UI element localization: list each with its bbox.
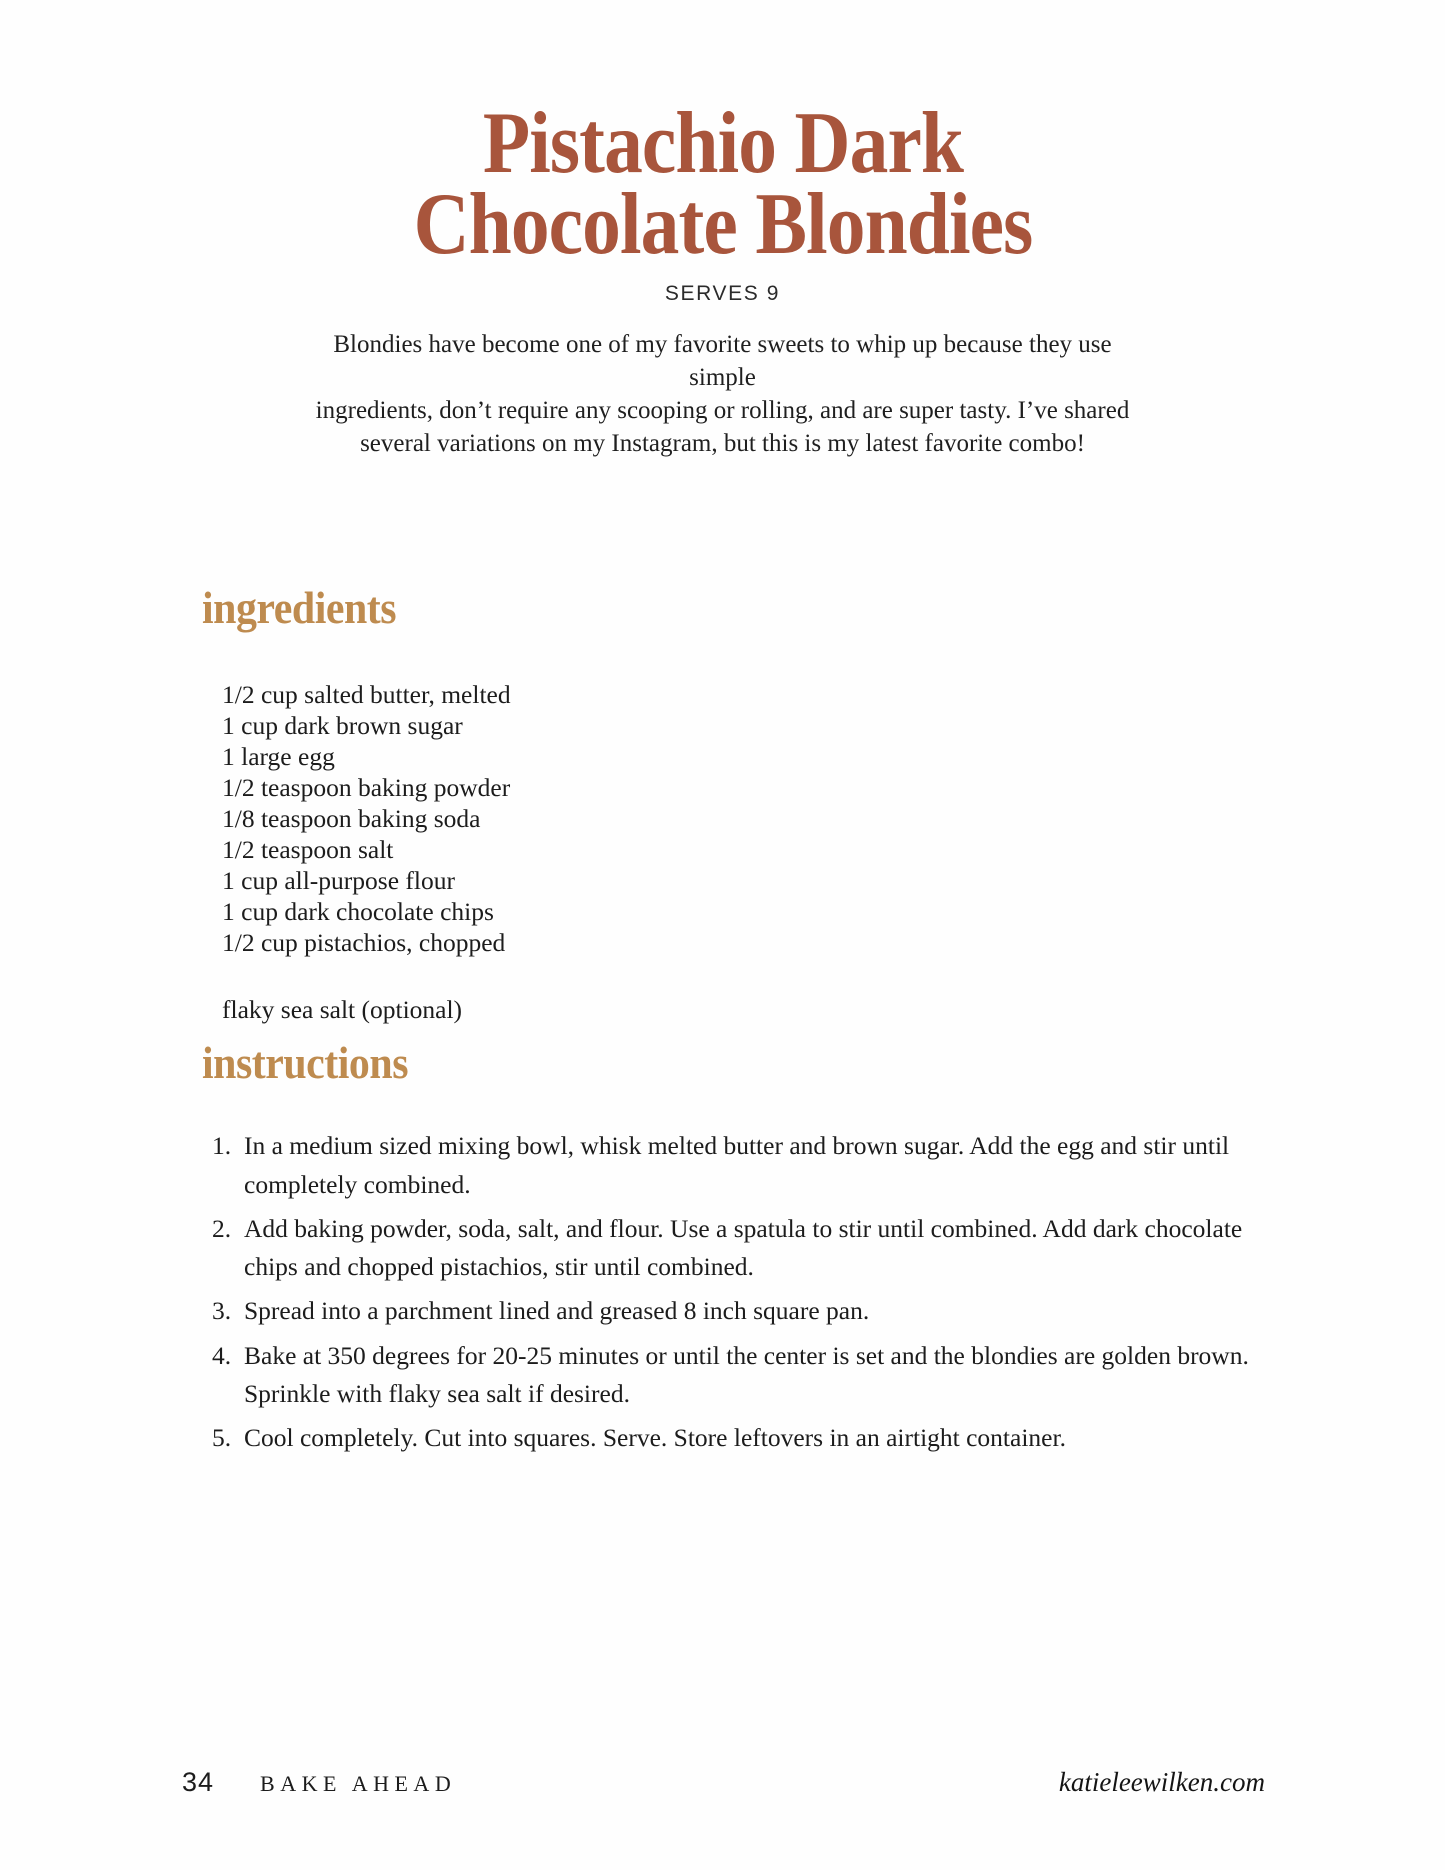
- recipe-description-line-3: several variations on my Instagram, but this is my latest favorite combo!: [360, 429, 1085, 457]
- footer-left-group: [182, 1767, 456, 1798]
- list-item: Add baking powder, soda, salt, and flour. Use a spatula to stir until combined. Add dark chocolate chips and chopped pistachios, stir until combined.: [244, 1213, 1243, 1282]
- list-item: Bake at 350 degrees for 20-25 minutes or until the center is set and the blondies are golden brown. Sprinkle with flaky sea salt if desired.: [244, 1340, 1249, 1408]
- list-item: 1/2 teaspoon salt: [222, 835, 394, 865]
- instructions-list: [202, 1127, 1262, 1457]
- page-title-line-2: Chocolate Blondies: [413, 175, 1032, 273]
- list-item: 1/8 teaspoon baking soda: [222, 804, 481, 834]
- page-header: [0, 0, 1445, 460]
- list-item: Cool completely. Cut into squares. Serve. Store leftovers in an airtight container.: [244, 1423, 1066, 1453]
- recipe-description: [313, 328, 1133, 460]
- instructions-heading: instructions: [202, 1038, 409, 1089]
- list-item: 1/2 teaspoon baking powder: [222, 773, 511, 803]
- recipe-description-line-1: Blondies have become one of my favorite sweets to whip up because they use simple: [333, 330, 1112, 391]
- list-item: 1 cup dark chocolate chips: [222, 897, 494, 927]
- website-url: katieleewilken.com: [1058, 1767, 1265, 1797]
- page-title-line-1: Pistachio Dark: [482, 95, 963, 192]
- recipe-description-line-2: ingredients, don’t require any scooping or rolling, and are super tasty. I’ve shared: [315, 396, 1130, 424]
- ingredients-list: [202, 680, 1252, 959]
- list-item: 1/2 cup pistachios, chopped: [222, 928, 506, 958]
- page-number: 34: [182, 1767, 215, 1797]
- page-title: [256, 95, 1189, 273]
- ingredients-section: [202, 545, 1252, 1025]
- list-item: 1 cup all-purpose flour: [222, 866, 455, 896]
- page-footer: [0, 1767, 1445, 1798]
- list-item: 1 large egg: [222, 742, 335, 772]
- book-title: BAKE AHEAD: [260, 1771, 457, 1796]
- list-item: In a medium sized mixing bowl, whisk melted butter and brown sugar. Add the egg and stir until completely combined.: [244, 1131, 1230, 1199]
- list-item: 1/2 cup salted butter, melted: [222, 680, 511, 710]
- serves-label: SERVES 9: [664, 281, 781, 305]
- list-item: 1 cup dark brown sugar: [222, 711, 463, 741]
- ingredients-heading: ingredients: [202, 583, 397, 634]
- instructions-section: [202, 1000, 1262, 1463]
- optional-ingredient-note: flaky sea salt (optional): [222, 995, 463, 1025]
- list-item: Spread into a parchment lined and greased 8 inch square pan.: [244, 1296, 870, 1326]
